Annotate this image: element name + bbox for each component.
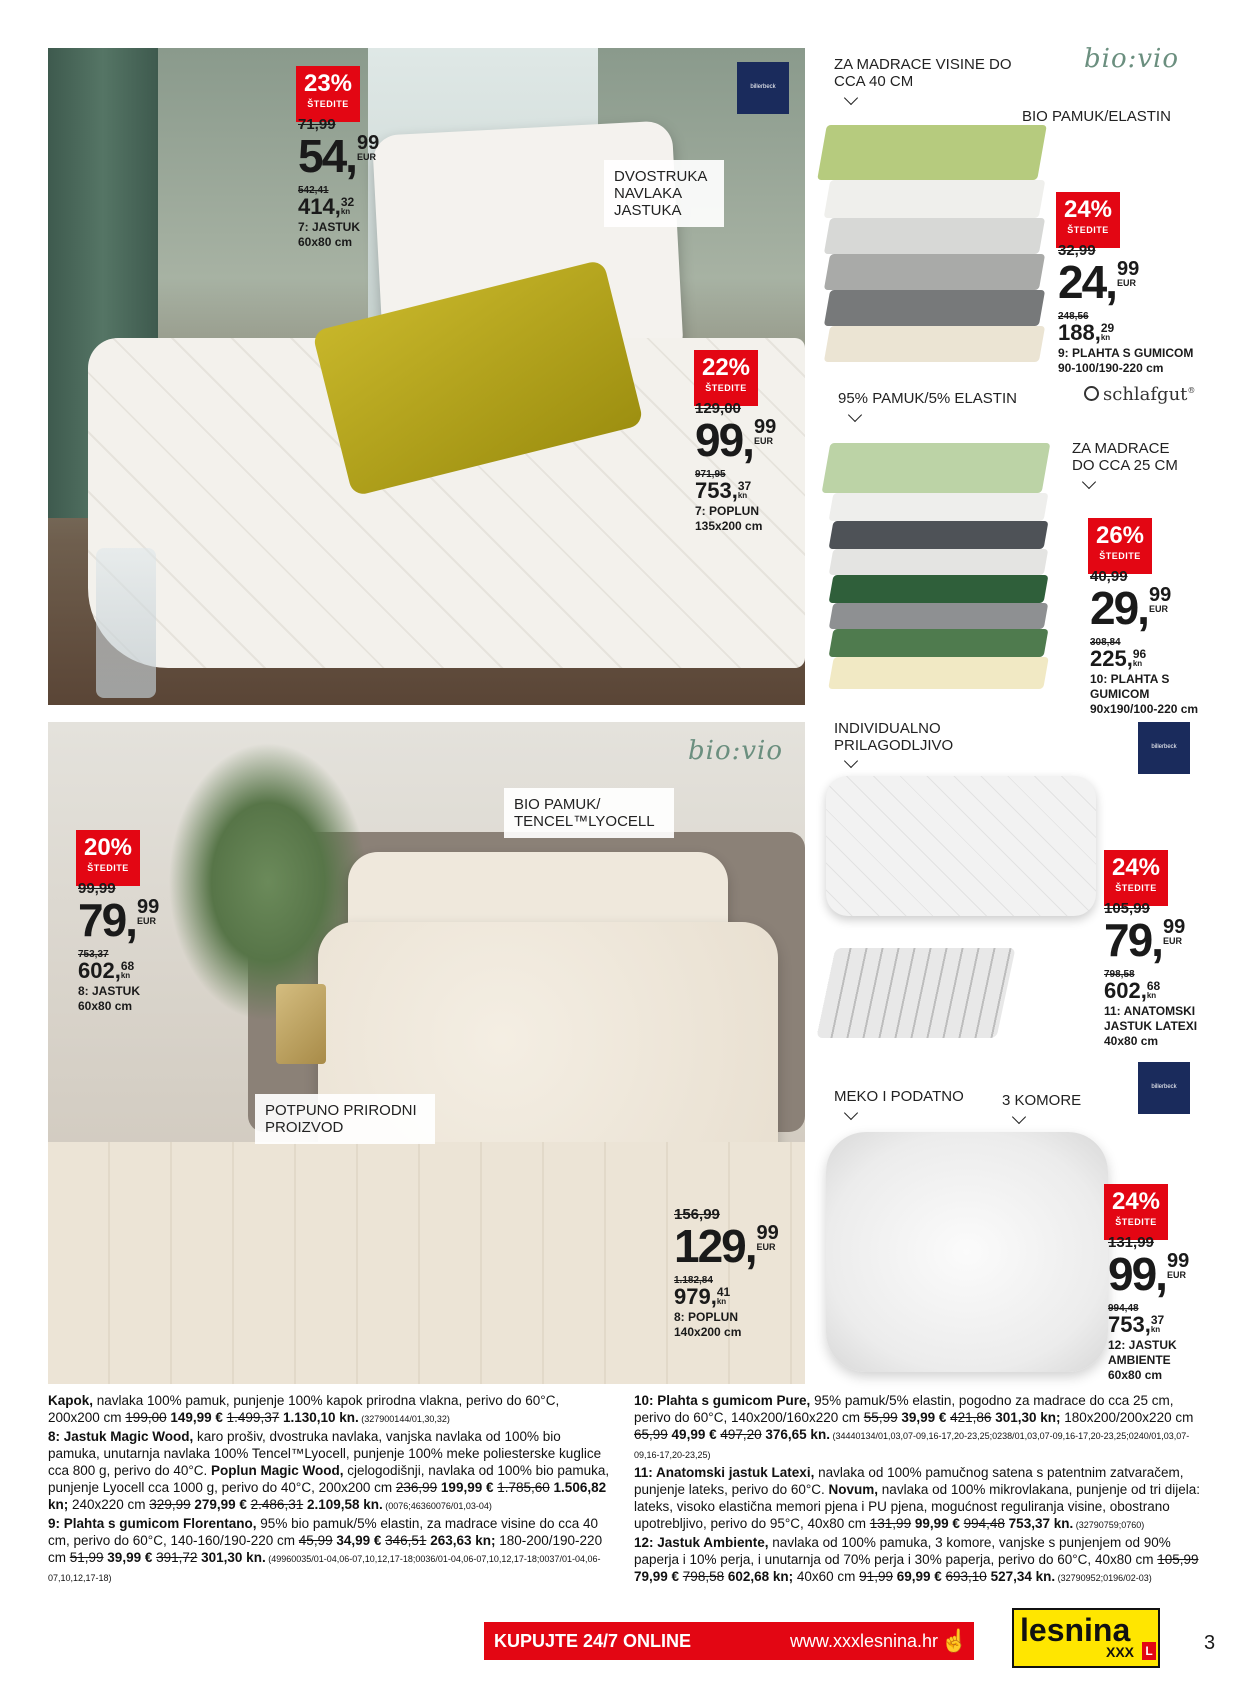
label-bio-tencel: BIO PAMUK/ TENCEL™LYOCELL: [504, 788, 674, 838]
desc-ambiente: 12: Jastuk Ambiente, navlaka od 100% pamuka, 3 komore, vanjske s punjenjem od 90% paperja i 10% perja, i unutarnja od 70% perja i 30% paperja, perivo do 60°C, 40x80 cm 105,99 79,99 € 798,58 602,68 kn; 40x60 cm 91,99 69,99 € 693,10 527,34 kn. (32790952;0196/02-03): [634, 1535, 1199, 1584]
fitted-sheets-stack-pure: [826, 443, 1051, 693]
sheet-forest-green: [829, 575, 1049, 603]
sheet-light-grey: [824, 218, 1045, 254]
latexi-pillow: [826, 776, 1096, 916]
label-komore: 3 KOMORE: [1002, 1092, 1082, 1109]
price-block-latexi-11: 105,99 79, 99 EUR 798,58 602, 68 kn 11: ANATOMSKI JASTUK LATEXI 40x80 cm: [1104, 900, 1198, 1048]
cta-text: KUPUJTE 24/7 ONLINE: [494, 1630, 692, 1651]
description-right: [634, 1392, 1206, 1587]
schlafgut-circle-icon: [1084, 386, 1099, 401]
fitted-sheets-stack-bio: [822, 125, 1047, 365]
billerbeck-logo: billerbeck: [1138, 722, 1190, 774]
discount-badge: 20% ŠTEDITE: [76, 830, 140, 886]
biovio-logo: bio:vio: [1084, 44, 1180, 74]
latexi-core: [816, 948, 1015, 1038]
lesnina-logo[interactable]: [1012, 1608, 1160, 1668]
label-madrace-40: ZA MADRACE VISINE DO CCA 40 CM: [834, 56, 1012, 90]
price-block-jastuk-8: 99,99 79, 99 EUR 753,37 602, 68 kn 8: JASTUK 60x80 cm: [78, 880, 160, 1013]
sheet-grey: [824, 254, 1045, 290]
sheet-mint: [822, 443, 1051, 493]
bedroom-quilt-photo: [48, 48, 805, 705]
biovio-logo: bio:vio: [688, 736, 784, 766]
ambiente-pillow: [826, 1132, 1108, 1372]
discount-badge: 26% ŠTEDITE: [1088, 518, 1152, 574]
desc-kapok: Kapok, navlaka 100% pamuk, punjenje 100% kapok prirodna vlakna, perivo do 60°C, 200x200 cm 199,00 149,99 € 1.499,37 1.130,10 kn. (327900144/01,30,32): [48, 1393, 560, 1425]
label-dvostruka: DVOSTRUKA NAVLAKA JASTUKA: [604, 160, 724, 227]
cursor-hand-icon: ☝: [940, 1628, 968, 1653]
description-left: [48, 1392, 613, 1587]
flower-vase: [96, 548, 156, 698]
price-block-ambiente-12: 131,99 99, 99 EUR 994,48 753, 37 kn 12: JASTUK AMBIENTE 60x80 cm: [1108, 1234, 1190, 1382]
sheet-cream: [824, 326, 1045, 362]
billerbeck-logo: billerbeck: [737, 62, 789, 114]
label-madrace-25: ZA MADRACE DO CCA 25 CM: [1072, 440, 1178, 474]
sheet-charcoal: [829, 521, 1049, 549]
sheet-white: [824, 180, 1046, 218]
schlafgut-logo: schlafgut®: [1084, 384, 1195, 405]
price-block-jastuk-7: 71,99 54, 99 EUR 542,41 414, 32 kn 7: JASTUK 60x80 cm: [298, 116, 380, 249]
label-prirodni: POTPUNO PRIRODNI PROIZVOD: [255, 1094, 435, 1144]
price-block-poplun-8: 156,99 129, 99 EUR 1.182,84 979, 41 kn 8: POPLUN 140x200 cm: [674, 1206, 779, 1339]
sheet-green: [817, 125, 1047, 180]
desc-florentano: 9: Plahta s gumicom Florentano, 95% bio pamuk/5% elastin, za madrace visine do cca 40 cm, perivo do 60°C, 140-160/190-220 cm 45,99 34,99 € 346,51 263,63 kn; 180-200/190-220 cm 51,99 39,99 € 391,72 301,30 kn. (49960035/01-04,06-07,10,12,17-18;0036/01-04,06-07,10,12,17-18;0037/01-04,06-07,10,12,17-18): [48, 1516, 603, 1583]
page-number: 3: [1204, 1632, 1216, 1654]
price-block-plahta-9: 32,99 24, 99 EUR 248,56 188, 29 kn 9: PLAHTA S GUMICOM 90-100/190-220 cm: [1058, 242, 1194, 375]
sheet-green: [829, 629, 1049, 657]
sheet-cream: [828, 657, 1049, 689]
xxxl-red-l: L: [1142, 1642, 1156, 1660]
chevron-down-icon: [844, 91, 858, 105]
chevron-down-icon: [844, 1106, 858, 1120]
online-banner[interactable]: [484, 1622, 974, 1660]
chevron-down-icon: [1012, 1110, 1026, 1124]
discount-badge: 24% ŠTEDITE: [1104, 1184, 1168, 1240]
discount-badge: 22% ŠTEDITE: [694, 350, 758, 406]
chevron-down-icon: [1082, 475, 1096, 489]
label-meko: MEKO I PODATNO: [834, 1088, 964, 1105]
chevron-down-icon: [848, 408, 862, 422]
sheet-grey: [829, 603, 1049, 629]
desc-pure: 10: Plahta s gumicom Pure, 95% pamuk/5% elastin, pogodno za madrace do cca 25 cm, perivo do 60°C, 140x200/160x220 cm 55,99 39,99 € 421,86 301,30 kn; 180x200/200x220 cm 65,99 49,99 € 497,20 376,65 kn. (34440134/01,03,07-09,16-17,20-23,25;0238/01,03,07-09,16-17,20-23,25;0240/01,03,07-09,16-17,20-23,25): [634, 1393, 1194, 1460]
sheet-dark-grey: [824, 290, 1045, 326]
discount-badge: 23% ŠTEDITE: [296, 66, 360, 122]
sheet-light: [829, 549, 1049, 575]
price-block-plahta-10: 40,99 29, 99 EUR 308,84 225, 96 kn 10: PLAHTA S GUMICOM 90x190/100-220 cm: [1090, 568, 1199, 716]
discount-badge: 24% ŠTEDITE: [1104, 850, 1168, 906]
lesnina-wordmark: lesnina: [1020, 1612, 1131, 1648]
xxxl-wordmark: XXX: [1106, 1644, 1135, 1660]
label-pamuk-95: 95% PAMUK/5% ELASTIN: [838, 390, 1017, 407]
chevron-down-icon: [844, 754, 858, 768]
gold-lantern: [276, 984, 326, 1064]
desc-magic-wood: 8: Jastuk Magic Wood, karo prošiv, dvostruka navlaka, vanjska navlaka od 100% bio pamuka, unutarnja navlaka 100% Tencel™Lyocell, punjenje 100% meke poliesterske kuglice cca 800 g, perivo do 40°C. Poplun Magic Wood, cjelogodišnji, navlaka od 100% bio pamuka, punjenje Lyocell cca 1000 g, perivo do 40°C, 200x200 cm 236,99 199,99 € 1.785,60 1.506,82 kn; 240x220 cm 329,99 279,99 € 2.486,31 2.109,58 kn. (0076;46360076/01,03-04): [48, 1429, 610, 1512]
price-block-poplun-7: 129,00 99, 99 EUR 971,95 753, 37 kn 7: POPLUN 135x200 cm: [695, 400, 777, 533]
label-individualno: INDIVIDUALNO PRILAGODLJIVO: [834, 720, 954, 754]
discount-badge: 24% ŠTEDITE: [1056, 192, 1120, 248]
sheet-white: [829, 493, 1049, 521]
desc-latexi: 11: Anatomski jastuk Latexi, navlaka od 100% pamučnog satena s patentnim zatvaračem, punjenje lateks, perivo do 60°C. Novum, navlaka od 100% mikrovlakana, punjenje od tri dijela: lateks, visoko elastična memori pjena i PU pjena, mogućnost reguliranja visine, obostrano upotrebljivo, perivo do 95°C, 40x80 cm 131,99 99,99 € 994,48 753,37 kn. (32790759;0760): [634, 1465, 1200, 1531]
label-bio-elastin: BIO PAMUK/ELASTIN: [1022, 108, 1171, 125]
billerbeck-logo: billerbeck: [1138, 1062, 1190, 1114]
site-url[interactable]: www.xxxlesnina.hr: [789, 1630, 938, 1651]
